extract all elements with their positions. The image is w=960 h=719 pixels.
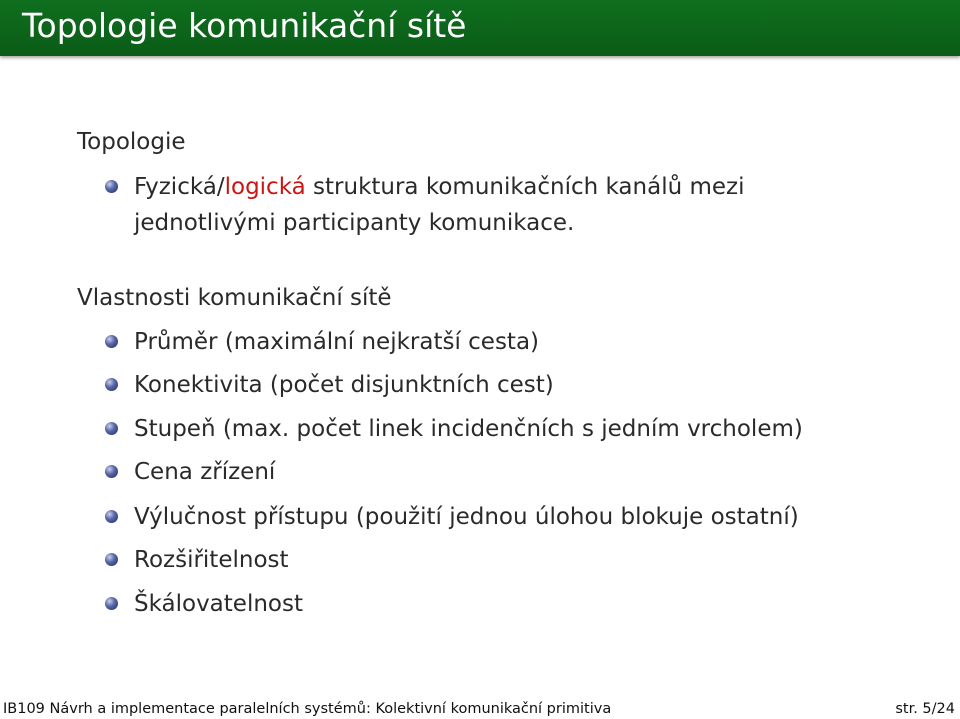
section-heading-topology: Topologie: [77, 129, 186, 155]
bullet-icon: [105, 335, 118, 348]
highlighted-word: logická: [224, 174, 306, 200]
list-item-text: Cena zřízení: [134, 459, 276, 485]
slide-title: Topologie komunikační sítě: [22, 6, 467, 45]
bullet-icon: [105, 597, 118, 610]
item-text-pre: Fyzická/: [134, 174, 225, 200]
section-heading-properties: Vlastnosti komunikační sítě: [77, 285, 392, 311]
list-item-text: Rozšiřitelnost: [134, 547, 289, 573]
list-item-text-continuation: jednotlivými participanty komunikace.: [134, 210, 575, 236]
bullet-icon: [105, 378, 118, 391]
list-item: [105, 171, 925, 241]
bullet-icon: [105, 553, 118, 566]
footer-course-title: IB109 Návrh a implementace paralelních systémů: Kolektivní komunikační primitiva: [3, 701, 612, 717]
list-item-text: [134, 171, 745, 204]
list-item: [105, 456, 925, 489]
bullet-icon: [105, 510, 118, 523]
slide-title-bar: [0, 0, 960, 56]
bullet-icon: [105, 465, 118, 478]
list-item: [105, 369, 925, 402]
list-item-text: Průměr (maximální nejkratší cesta): [134, 329, 540, 355]
list-item-text: Škálovatelnost: [134, 591, 303, 617]
list-item-text: Výlučnost přístupu (použití jednou úlohou blokuje ostatní): [134, 504, 799, 530]
list-item: [105, 544, 925, 577]
item-text-post: struktura komunikačních kanálů mezi: [305, 174, 745, 200]
footer-page-number: str. 5/24: [895, 701, 955, 717]
list-item: [105, 588, 925, 621]
list-item-text: Konektivita (počet disjunktních cest): [134, 372, 554, 398]
bullet-icon: [105, 422, 118, 435]
list-item-text: Stupeň (max. počet linek incidenčních s jedním vrcholem): [134, 416, 803, 442]
bullet-icon: [105, 180, 118, 193]
list-item: [105, 501, 925, 534]
slide-footer: [0, 700, 960, 719]
list-item: [105, 326, 925, 359]
list-item: [105, 413, 925, 446]
